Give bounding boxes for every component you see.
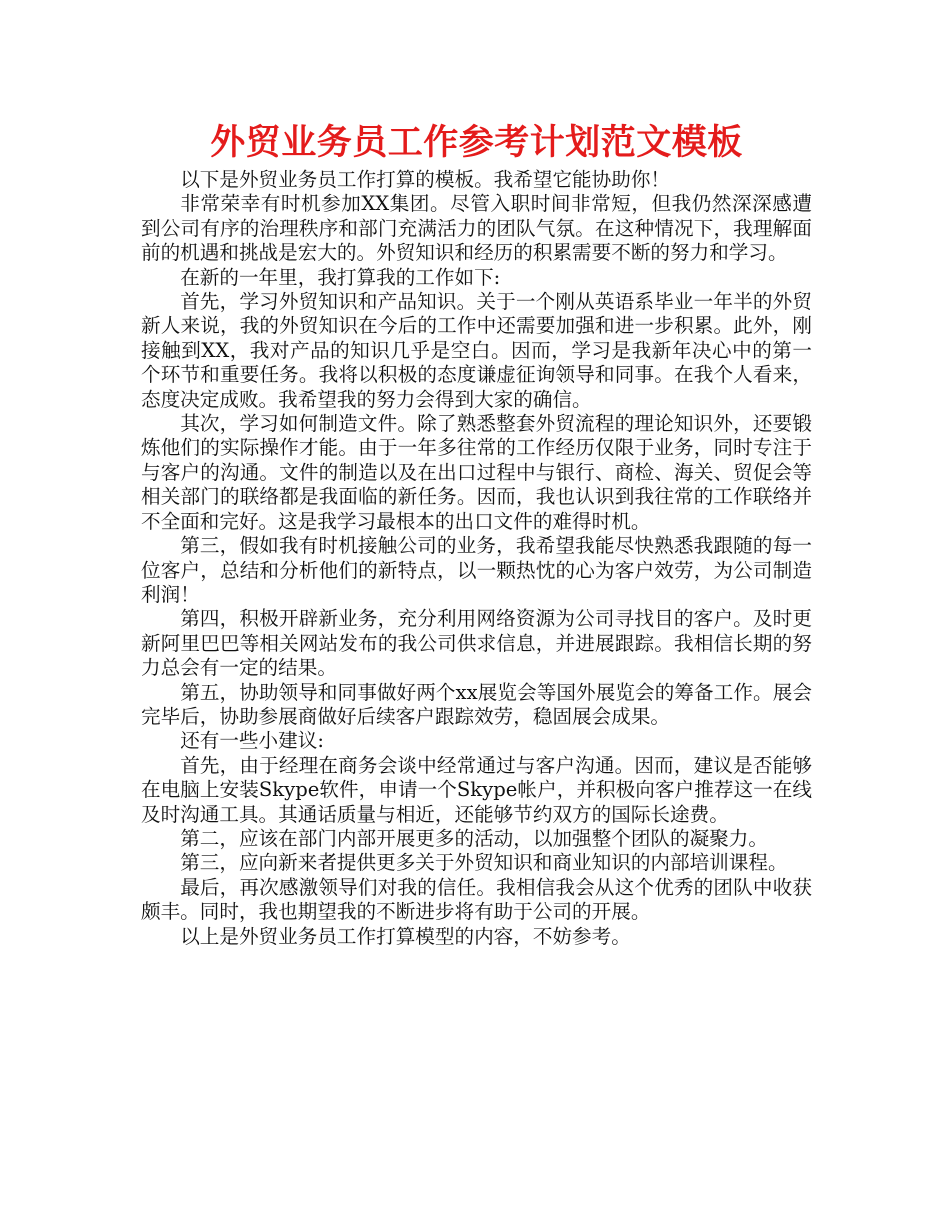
- document-page: [141, 118, 812, 949]
- paragraph-intro: 以下是外贸业务员工作打算的模板。我希望它能协助你！: [180, 168, 671, 191]
- paragraph-closing: 最后，再次感激领导们对我的信任。我相信我会从这个优秀的团队中收获颇丰。同时，我也期望我的不断进步将有助于公司的开展。: [141, 875, 812, 924]
- paragraph-suggestion-third: 第三，应向新来者提供更多关于外贸知识和商业知识的内部培训课程。: [180, 851, 788, 875]
- paragraph-third: 第三，假如我有时机接触公司的业务，我希望我能尽快熟悉我跟随的每一位客户，总结和分析他们的新特点，以一颗热忱的心为客户效劳，为公司制造利润！: [141, 534, 812, 606]
- paragraph-suggestion-second: 第二，应该在部门内部开展更多的活动，以加强整个团队的凝聚力。: [180, 826, 768, 850]
- paragraph-suggestion-first: 首先，由于经理在商务会谈中经常通过与客户沟通。因而，建议是否能够在电脑上安装Skype软件，申请一个Skype帐户，并积极向客户推荐这一在线及时沟通工具。其通话质量与相近，还能够节约双方的国际长途费。: [141, 753, 812, 826]
- paragraph-suggestions-intro: 还有一些小建议:: [180, 729, 324, 753]
- document-title: 外贸业务员工作参考计划范文模板: [210, 123, 743, 163]
- paragraph-plan-intro: 在新的一年里，我打算我的工作如下:: [180, 265, 501, 289]
- paragraph-gratitude: 非常荣幸有时机参加XX集团。尽管入职时间非常短，但我仍然深深感遭到公司有序的治理秩序和部门充满活力的团队气氛。在这种情况下，我理解面前的机遇和挑战是宏大的。外贸知识和经历的积累需要不断的努力和学习。: [141, 192, 812, 265]
- document-body: [141, 168, 812, 949]
- paragraph-fifth: 第五，协助领导和同事做好两个xx展览会等国外展览会的筹备工作。展会完毕后，协助参展商做好后续客户跟踪效劳，稳固展会成果。: [141, 680, 812, 728]
- paragraph-second: 其次，学习如何制造文件。除了熟悉整套外贸流程的理论知识外，还要锻炼他们的实际操作才能。由于一年多往常的工作经历仅限于业务，同时专注于与客户的沟通。文件的制造以及在出口过程中与银行、商检、海关、贸促会等相关部门的联络都是我面临的新任务。因而，我也认识到我往常的工作联络并不全面和完好。这是我学习最根本的出口文件的难得时机。: [141, 412, 812, 533]
- paragraph-summary: 以上是外贸业务员工作打算模型的内容，不妨参考。: [180, 924, 631, 948]
- paragraph-fourth: 第四，积极开辟新业务，充分利用网络资源为公司寻找目的客户。及时更新阿里巴巴等相关网站发布的我公司供求信息，并进展跟踪。我相信长期的努力总会有一定的结果。: [141, 607, 812, 680]
- paragraph-first: 首先，学习外贸知识和产品知识。关于一个刚从英语系毕业一年半的外贸新人来说，我的外贸知识在今后的工作中还需要加强和进一步积累。此外，刚接触到XX，我对产品的知识几乎是空白。因而，学习是我新年决心中的第一个环节和重要任务。我将以积极的态度谦虚征询领导和同事。在我个人看来，态度决定成败。我希望我的努力会得到大家的确信。: [141, 290, 812, 411]
